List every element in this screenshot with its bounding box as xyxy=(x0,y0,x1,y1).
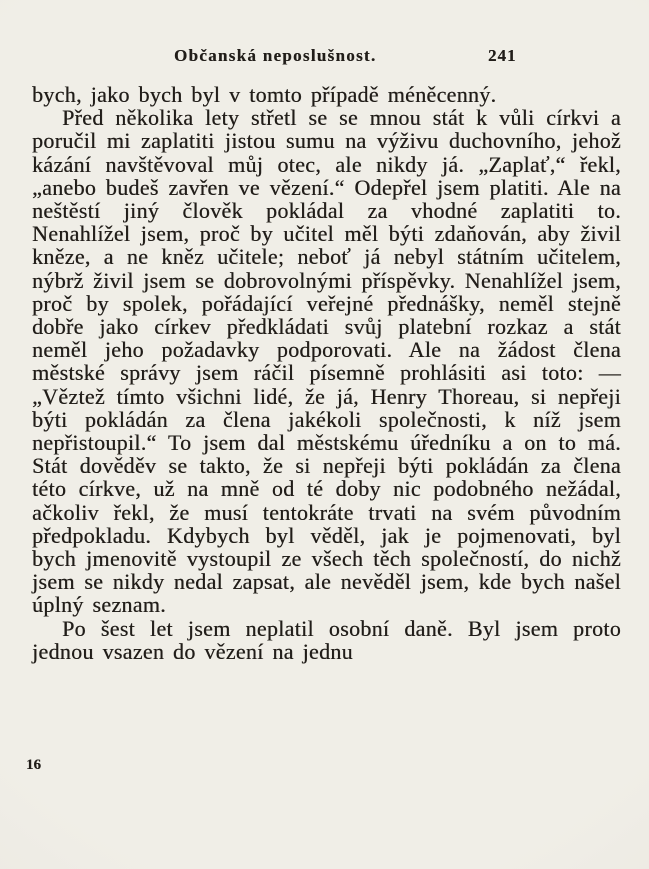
page-number: 241 xyxy=(488,46,517,65)
paragraph: Před několika lety střetl se se mnou stát k vůli církvi a poručil mi zaplatiti jistou sumu na výživu duchovního, jehož kázání navštěvoval můj otec, ale nikdy já. „Zaplať,“ řekl, „anebo budeš zavřen ve vězení.“ Odepřel jsem platiti. Ale na neštěstí jiný člověk pokládal za vhodné zaplatiti to. Nenahlížel jsem, proč by učitel měl býti zdaňován, aby živil kněze, a ne kněz učitele; neboť já nebyl státním učitelem, nýbrž živil jsem se dobrovolnými příspěvky. Nenahlížel jsem, proč by spolek, pořádající veřejné přednášky, neměl stejně dobře jako církev předkládati svůj platební rozkaz a stát neměl jeho požadavky podporovati. Ale na žádost člena městské správy jsem ráčil písemně prohlásiti asi toto: — „Věztež tímto všichni lidé, že já, Henry Thoreau, si nepřeji býti pokládán za člena jakékoli společnosti, k níž jsem nepřistoupil.“ To jsem dal městskému úředníku a on to má. Stát dověděv se takto, že si nepřeji býti pokládán za člena této církve, už na mně od té doby nic podobného nežádal, ačkoliv řekl, že musí tentokráte trvati na svém původním předpokladu. Kdybych byl věděl, jak je pojmenovati, byl bych jmenovitě vystoupil ze všech těch společností, do nichž jsem se nikdy nedal zapsat, ale nevěděl jsem, kde bych našel úplný seznam. xyxy=(32,105,621,618)
signature-mark: 16 xyxy=(26,757,41,773)
running-title: Občanská neposlušnost. xyxy=(174,46,377,65)
body-text xyxy=(32,83,621,663)
page-header xyxy=(32,46,621,68)
paragraph: Po šest let jsem neplatil osobní daně. Byl jsem proto jednou vsazen do vězení na jednu xyxy=(32,615,621,664)
paragraph-continuation: bych, jako bych byl v tomto případě méněcenný. xyxy=(32,82,497,107)
